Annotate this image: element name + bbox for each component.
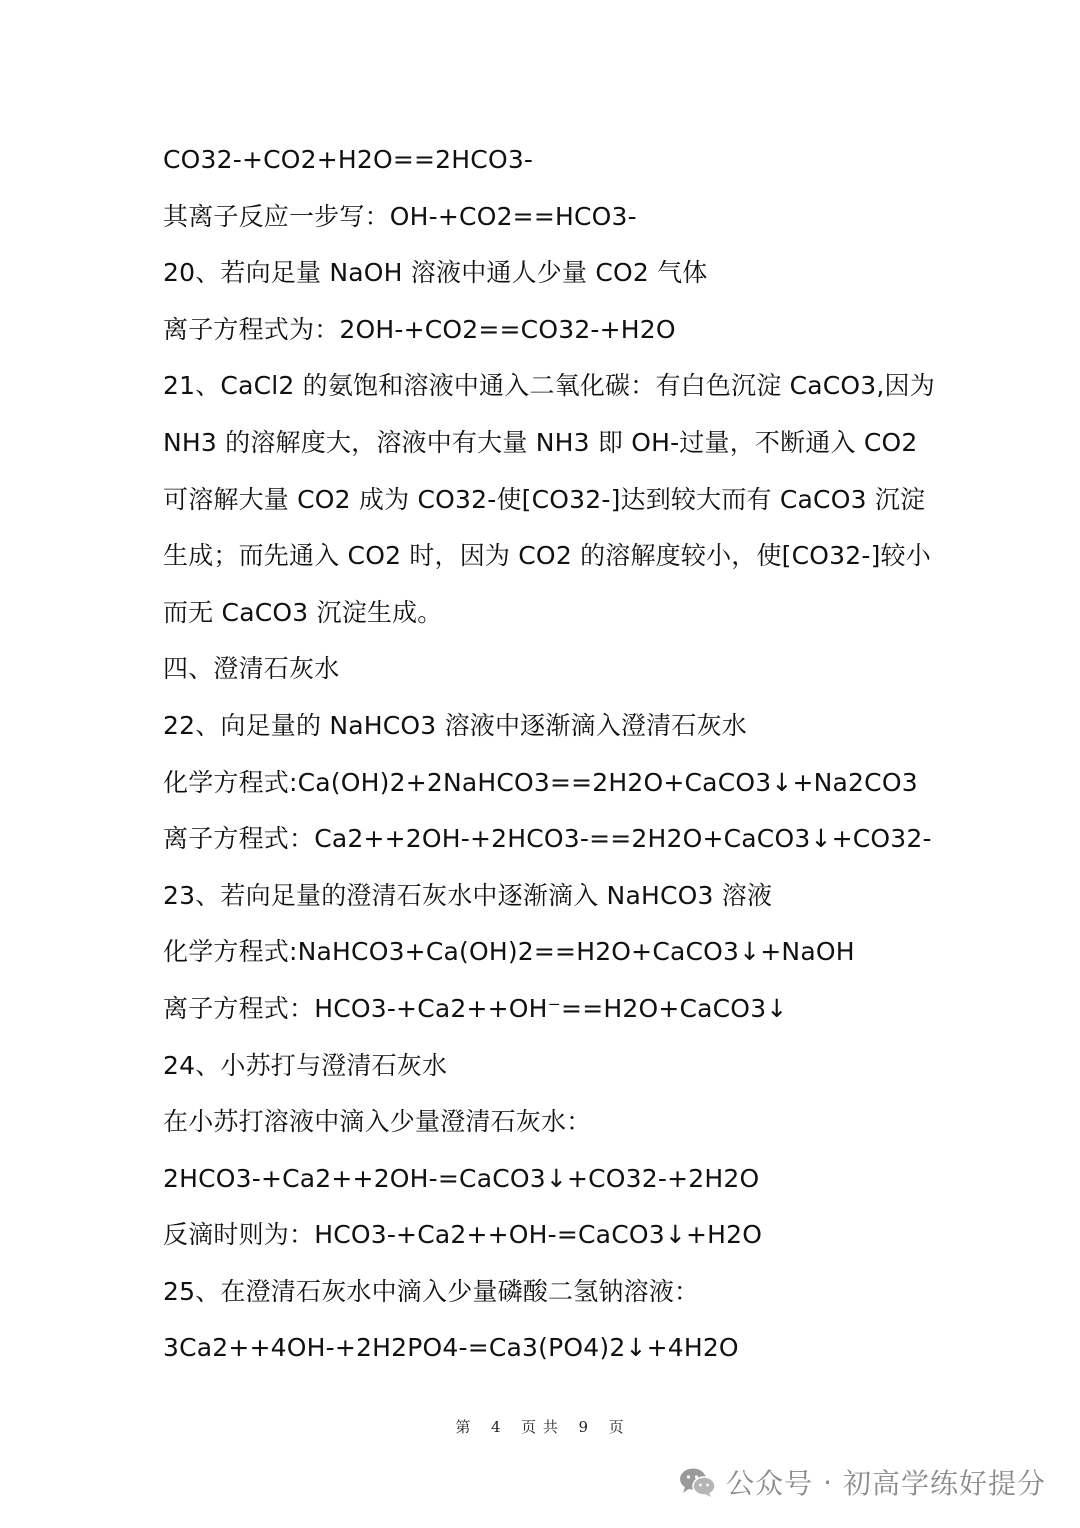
text-line: 23、若向足量的澄清石灰水中逐渐滴入 NaHCO3 溶液 [163,880,773,910]
text-line: 在小苏打溶液中滴入少量澄清石灰水： [163,1107,592,1137]
text-line: 化学方程式:NaHCO3+Ca(OH)2==H2O+CaCO3↓+NaOH [163,937,855,967]
watermark-label: 公众号 [726,1467,814,1500]
text-line: 21、CaCl2 的氨饱和溶液中通入二氧化碳：有白色沉淀 CaCO3,因为 [163,371,935,401]
text-line: 25、在澄清石灰水中滴入少量磷酸二氢钠溶液： [163,1276,700,1306]
page-number-footer [0,1416,1080,1437]
text-line: 其离子反应一步写：OH-+CO2==HCO3- [163,201,637,231]
text-line: 离子方程式：Ca2++2OH-+2HCO3-==2H2O+CaCO3↓+CO32- [163,824,932,854]
total-page-count: 9 [578,1418,589,1436]
text-line: 化学方程式:Ca(OH)2+2NaHCO3==2H2O+CaCO3↓+Na2CO3 [163,767,918,797]
text-line: 生成；而先通入 CO2 时，因为 CO2 的溶解度较小，使[CO32-]较小 [163,541,931,571]
footer-suffix: 页 [608,1418,625,1436]
footer-prefix: 第 [455,1418,472,1436]
watermark-separator: · [823,1465,833,1499]
watermark [678,1462,1046,1502]
text-line: 反滴时则为：HCO3-+Ca2++OH-=CaCO3↓+H2O [163,1220,763,1250]
text-line: 离子方程式：HCO3-+Ca2++OH⁻==H2O+CaCO3↓ [163,993,788,1023]
text-line: 24、小苏打与澄清石灰水 [163,1050,448,1080]
text-line: 可溶解大量 CO2 成为 CO32-使[CO32-]达到较大而有 CaCO3 沉淀 [163,484,926,514]
document-body [163,132,943,1377]
text-line: NH3 的溶解度大，溶液中有大量 NH3 即 OH-过量，不断通入 CO2 [163,427,918,457]
text-line: 2HCO3-+Ca2++2OH-=CaCO3↓+CO32-+2H2O [163,1163,760,1193]
current-page-number: 4 [491,1418,502,1436]
text-line: CO32-+CO2+H2O==2HCO3- [163,145,534,174]
wechat-icon [678,1467,716,1497]
footer-middle: 页 共 [521,1418,559,1436]
text-line: 离子方程式为：2OH-+CO2==CO32-+H2O [163,314,676,344]
text-line: 22、向足量的 NaHCO3 溶液中逐渐滴入澄清石灰水 [163,710,747,740]
watermark-account-name: 初高学练好提分 [842,1467,1046,1500]
text-line: 20、若向足量 NaOH 溶液中通人少量 CO2 气体 [163,258,708,288]
section-heading: 四、澄清石灰水 [163,654,340,684]
text-line: 而无 CaCO3 沉淀生成。 [163,597,443,627]
text-line: 3Ca2++4OH-+2H2PO4-=Ca3(PO4)2↓+4H2O [163,1333,739,1363]
